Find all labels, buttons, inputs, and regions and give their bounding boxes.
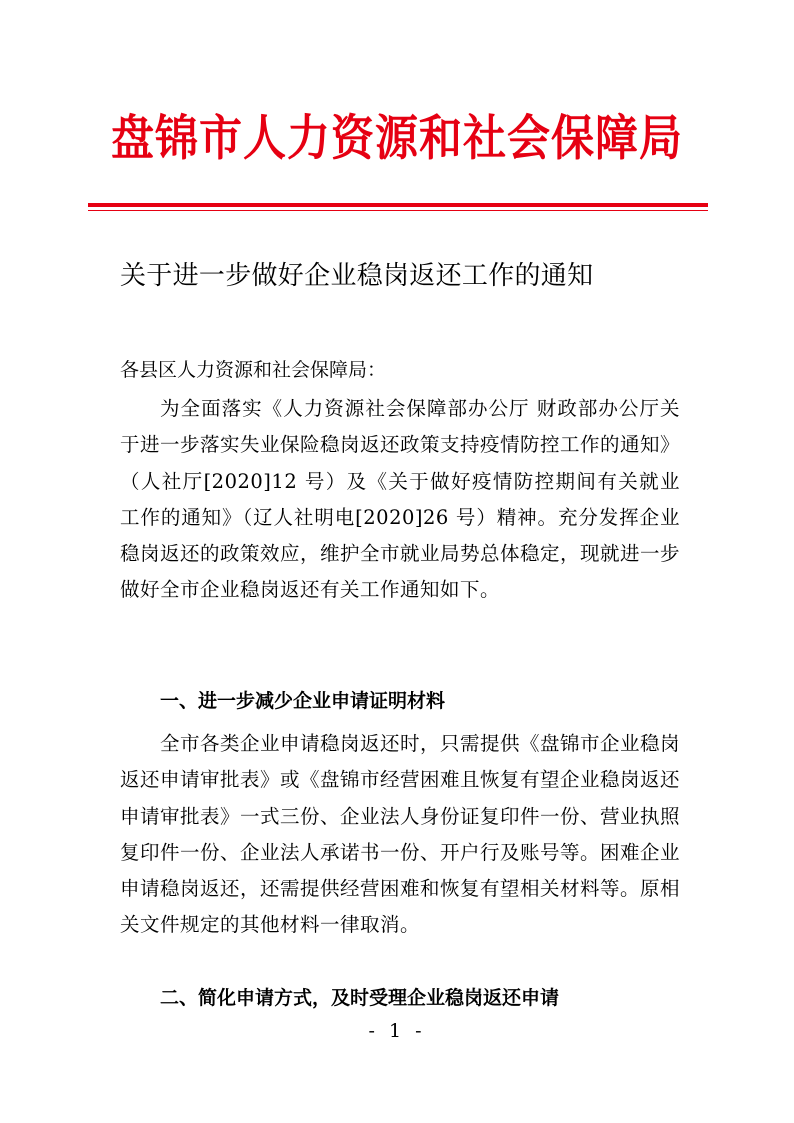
salutation: 各县区人力资源和社会保障局： <box>120 359 387 381</box>
masthead-divider-thin <box>88 210 708 211</box>
intro-paragraph: 为全面落实《人力资源社会保障部办公厅 财政部办公厅关于进一步落实失业保险稳岗返还政策支持疫情防控工作的通知》（人社厅[2020]12 号）及《关于做好疫情防控期间有关就业工作的通知》（辽人社明电[2020]26 号）精神。充分发挥企业稳岗返还的政策效应，维护全市就业局势总体稳定，现就进一步做好全市企业稳岗返还有关工作通知如下。 <box>120 397 681 602</box>
section-1-heading: 一、进一步减少企业申请证明材料 <box>160 690 446 712</box>
section-2-heading: 二、简化申请方式，及时受理企业稳岗返还申请 <box>160 987 560 1009</box>
masthead-divider-thick <box>88 203 708 207</box>
page-number: - 1 - <box>368 1020 426 1042</box>
agency-masthead: 盘锦市人力资源和社会保障局 <box>111 110 683 167</box>
document-title: 关于进一步做好企业稳岗返还工作的通知 <box>120 261 594 291</box>
section-1-paragraph: 全市各类企业申请稳岗返还时，只需提供《盘锦市企业稳岗返还申请审批表》或《盘锦市经营困难且恢复有望企业稳岗返还申请审批表》一式三份、企业法人身份证复印件一份、营业执照复印件一份、企业法人承诺书一份、开户行及账号等。困难企业申请稳岗返还，还需提供经营困难和恢复有望相关材料等。原相关文件规定的其他材料一律取消。 <box>120 732 681 937</box>
